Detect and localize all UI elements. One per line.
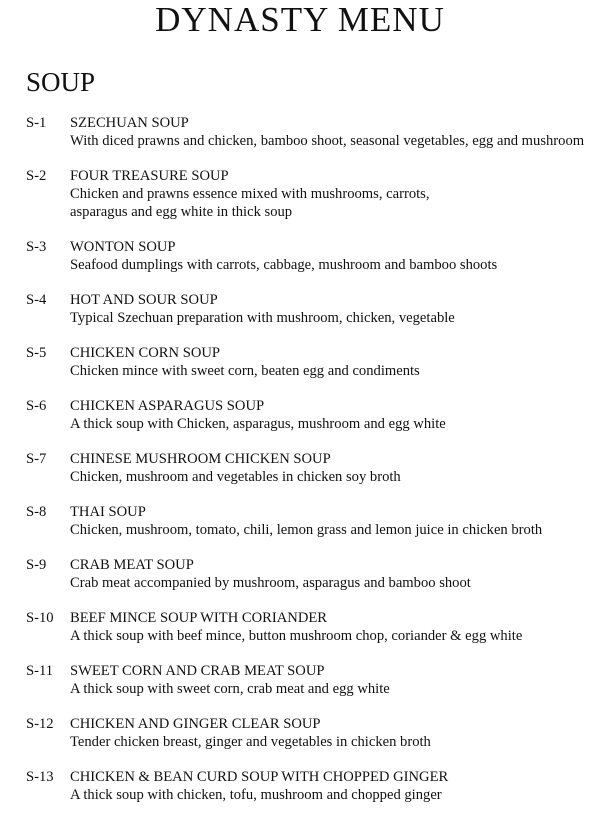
item-name: FOUR TREASURE SOUP bbox=[70, 168, 229, 184]
menu-item bbox=[26, 344, 586, 380]
item-code: S-8 bbox=[26, 504, 47, 520]
item-description: A thick soup with chicken, tofu, mushroom and chopped ginger bbox=[70, 787, 442, 803]
item-code: S-2 bbox=[26, 168, 47, 184]
item-code: S-1 bbox=[26, 115, 47, 131]
item-code: S-7 bbox=[26, 451, 47, 467]
item-code: S-3 bbox=[26, 239, 47, 255]
item-description: A thick soup with beef mince, button mushroom chop, coriander & egg white bbox=[70, 628, 523, 644]
item-code: S-9 bbox=[26, 557, 47, 573]
item-description: Chicken, mushroom, tomato, chili, lemon grass and lemon juice in chicken broth bbox=[70, 522, 543, 538]
item-code: S-5 bbox=[26, 345, 47, 361]
item-code: S-4 bbox=[26, 292, 47, 308]
item-name: CHICKEN & BEAN CURD SOUP WITH CHOPPED GINGER bbox=[70, 769, 449, 785]
item-name: BEEF MINCE SOUP WITH CORIANDER bbox=[70, 610, 328, 626]
item-name: CHICKEN AND GINGER CLEAR SOUP bbox=[70, 716, 321, 732]
item-description: A thick soup with Chicken, asparagus, mushroom and egg white bbox=[70, 416, 446, 432]
menu-item bbox=[26, 114, 586, 150]
item-description: Chicken and prawns essence mixed with mushrooms, carrots, asparagus and egg white in thick soup bbox=[70, 186, 430, 220]
menu-item bbox=[26, 662, 586, 698]
menu-item bbox=[26, 715, 586, 751]
item-code: S-6 bbox=[26, 398, 47, 414]
item-description: Tender chicken breast, ginger and vegetables in chicken broth bbox=[70, 734, 431, 750]
item-name: HOT AND SOUR SOUP bbox=[70, 292, 218, 308]
item-description: Seafood dumplings with carrots, cabbage, mushroom and bamboo shoots bbox=[70, 257, 498, 273]
item-name: SWEET CORN AND CRAB MEAT SOUP bbox=[70, 663, 325, 679]
menu-item bbox=[26, 768, 586, 804]
item-code: S-10 bbox=[26, 610, 54, 626]
menu-item bbox=[26, 238, 586, 274]
item-description: Chicken, mushroom and vegetables in chicken soy broth bbox=[70, 469, 401, 485]
item-description: Typical Szechuan preparation with mushroom, chicken, vegetable bbox=[70, 310, 455, 326]
menu-item bbox=[26, 167, 586, 221]
item-description: A thick soup with sweet corn, crab meat and egg white bbox=[70, 681, 390, 697]
item-name: THAI SOUP bbox=[70, 504, 146, 520]
item-description: Chicken mince with sweet corn, beaten egg and condiments bbox=[70, 363, 420, 379]
item-name: CHICKEN ASPARAGUS SOUP bbox=[70, 398, 265, 414]
item-name: WONTON SOUP bbox=[70, 239, 176, 255]
menu-title: DYNASTY MENU bbox=[155, 0, 445, 39]
menu-item-list bbox=[26, 114, 586, 804]
item-name: SZECHUAN SOUP bbox=[70, 115, 189, 131]
item-code: S-13 bbox=[26, 769, 54, 785]
item-name: CHINESE MUSHROOM CHICKEN SOUP bbox=[70, 451, 331, 467]
item-name: CRAB MEAT SOUP bbox=[70, 557, 194, 573]
item-code: S-12 bbox=[26, 716, 54, 732]
menu-item bbox=[26, 450, 586, 486]
section-heading: SOUP bbox=[26, 67, 96, 97]
item-description: With diced prawns and chicken, bamboo shoot, seasonal vegetables, egg and mushroom bbox=[70, 133, 585, 149]
menu-item bbox=[26, 291, 586, 327]
item-description: Crab meat accompanied by mushroom, asparagus and bamboo shoot bbox=[70, 575, 471, 591]
item-name: CHICKEN CORN SOUP bbox=[70, 345, 221, 361]
menu-item bbox=[26, 397, 586, 433]
item-code: S-11 bbox=[26, 663, 54, 679]
menu-item bbox=[26, 556, 586, 592]
menu-item bbox=[26, 503, 586, 539]
menu-item bbox=[26, 609, 586, 645]
